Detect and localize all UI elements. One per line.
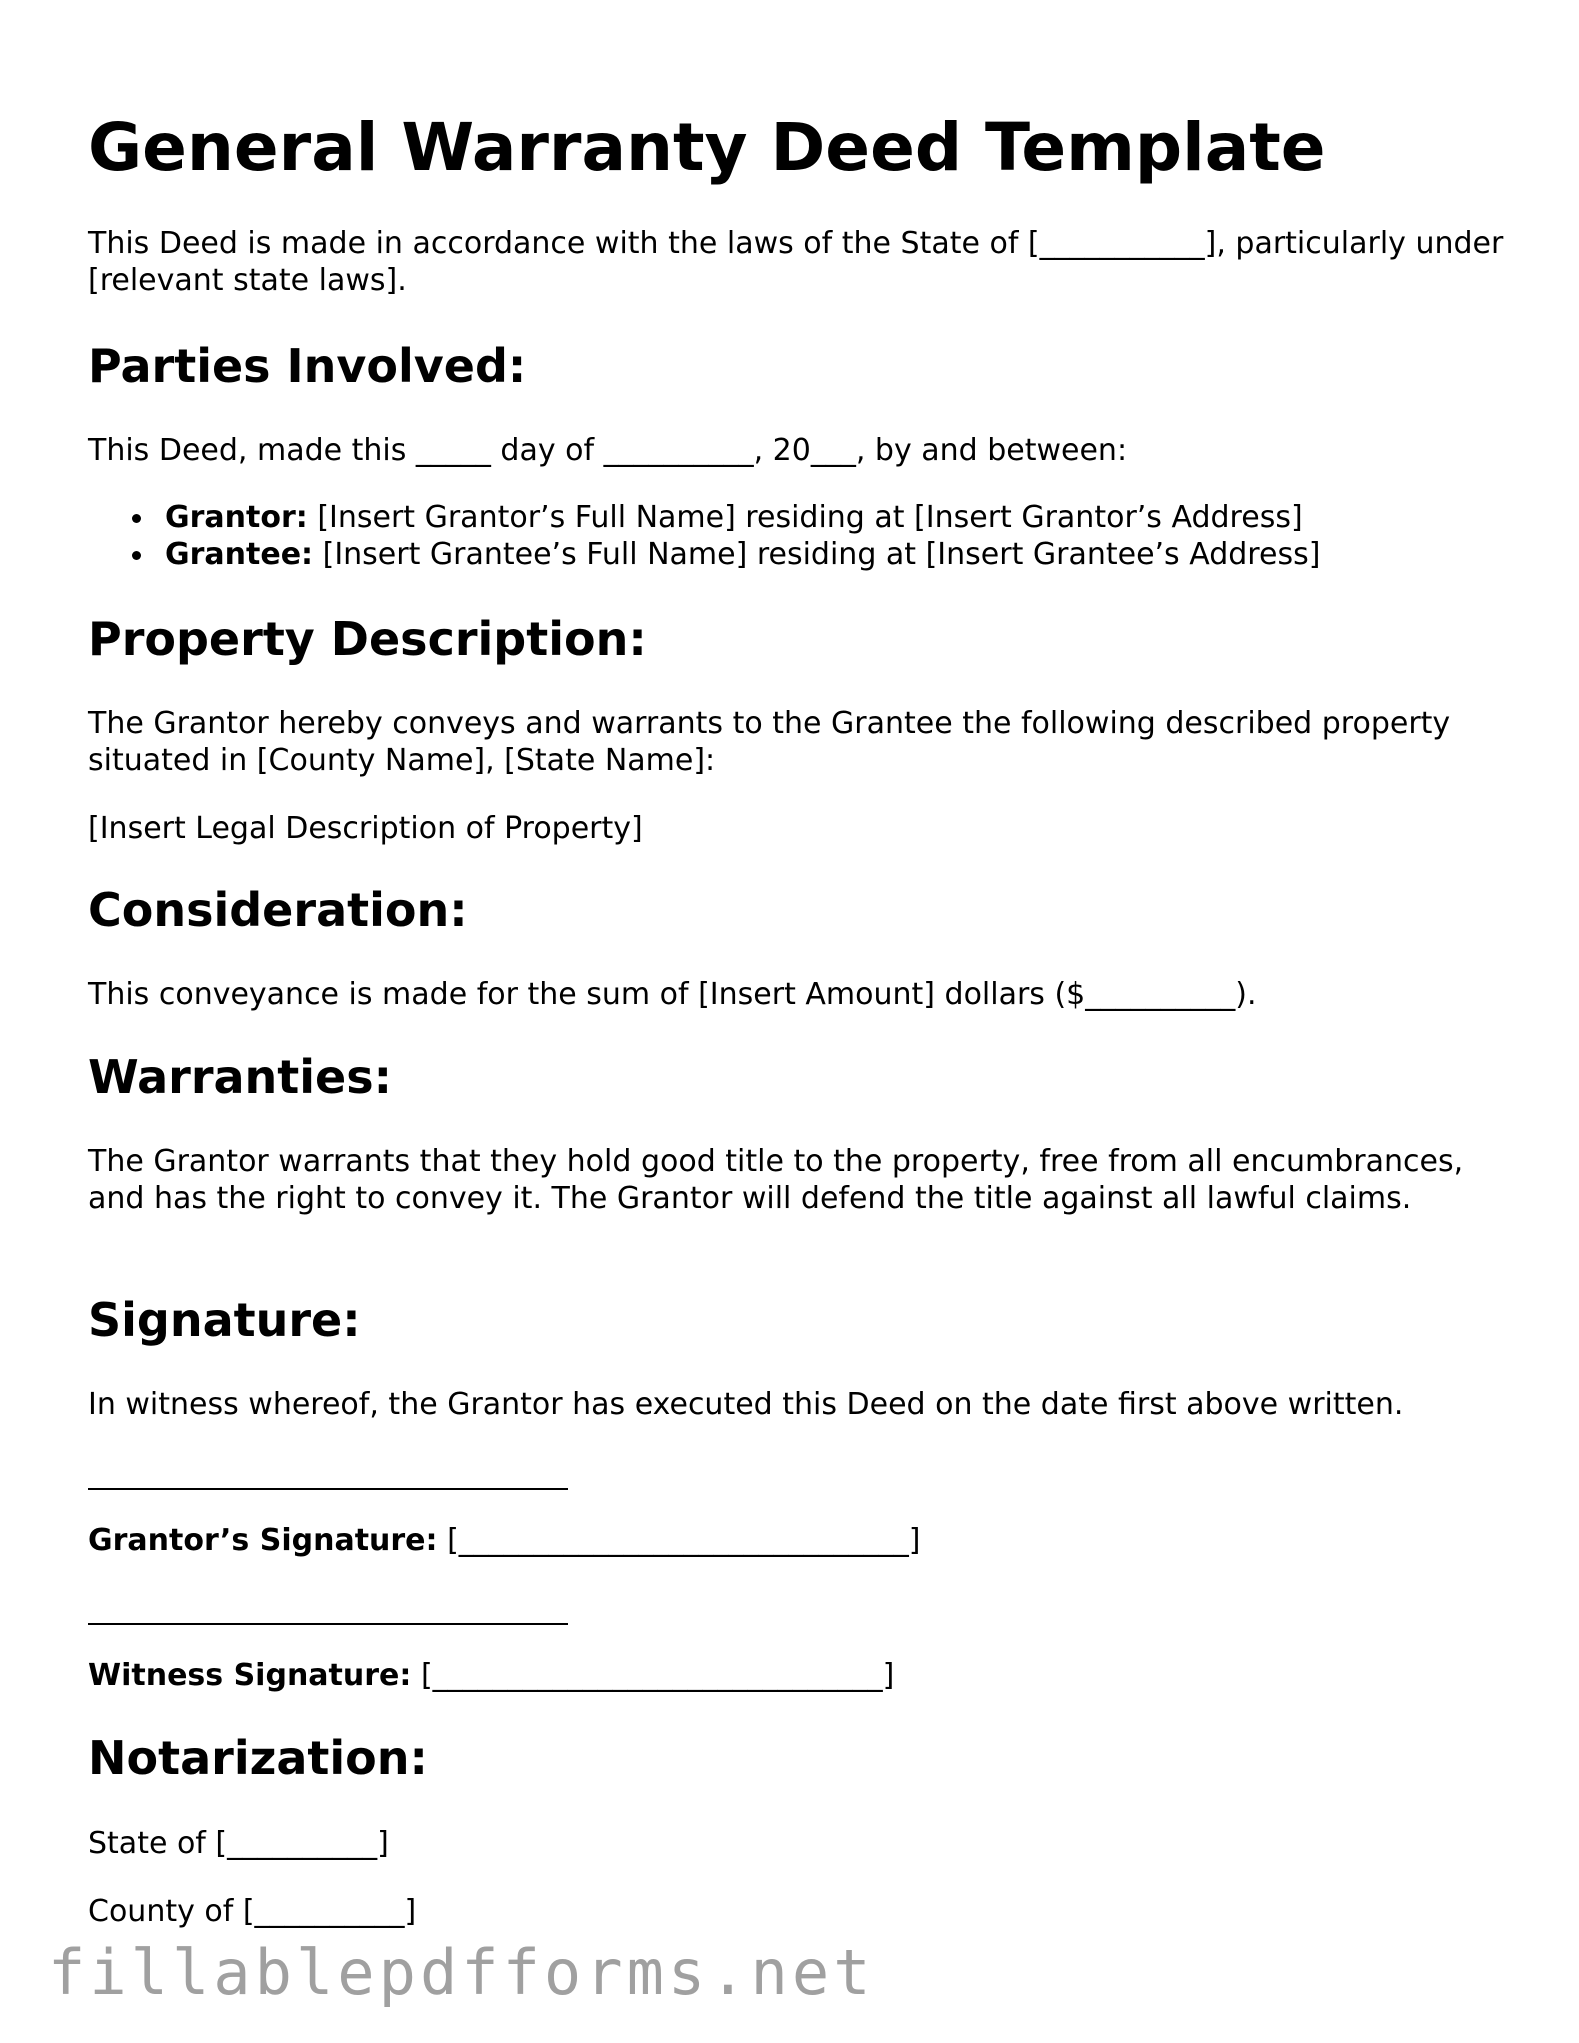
notarization-heading: Notarization: — [88, 1731, 428, 1785]
grantor-signature-blank: [______________________________] — [447, 1523, 921, 1558]
grantor-text: [Insert Grantor’s Full Name] residing at [Insert Grantor’s Address] — [317, 500, 1303, 535]
grantee-list-item — [88, 536, 1508, 573]
parties-text: This Deed, made this _____ day of __________, 20___, by and between: — [88, 433, 1128, 468]
intro-paragraph: This Deed is made in accordance with the laws of the State of [___________], particularly under [relevant state laws]. — [88, 226, 1504, 298]
property-heading: Property Description: — [88, 612, 647, 666]
notary-county: County of [__________] — [88, 1894, 417, 1929]
warranties-heading: Warranties: — [88, 1050, 393, 1104]
grantee-label: Grantee: — [165, 537, 314, 572]
grantee-text: [Insert Grantee’s Full Name] residing at [Insert Grantee’s Address] — [322, 537, 1321, 572]
witness-signature-row — [88, 1657, 1508, 1694]
grantor-signature-label: Grantor’s Signature: — [88, 1523, 438, 1558]
grantor-signature-row — [88, 1522, 1508, 1559]
grantor-list-item — [88, 499, 1508, 536]
grantor-label: Grantor: — [165, 500, 308, 535]
signature-heading: Signature: — [88, 1293, 361, 1347]
bullet-icon — [132, 514, 141, 523]
parties-list — [88, 499, 1508, 573]
signature-text: In witness whereof, the Grantor has executed this Deed on the date first above written. — [88, 1387, 1404, 1422]
bullet-icon — [132, 551, 141, 560]
witness-signature-blank: [______________________________] — [420, 1658, 895, 1693]
consideration-heading: Consideration: — [88, 883, 468, 937]
watermark: fillablepdfforms.net — [48, 1936, 875, 2009]
consideration-text: This conveyance is made for the sum of [Insert Amount] dollars ($__________). — [88, 977, 1257, 1012]
property-text: The Grantor hereby conveys and warrants to the Grantee the following described property situated in [County Name], [State Name]: — [88, 706, 1451, 778]
document-title: General Warranty Deed Template — [88, 109, 1326, 186]
warranties-text: The Grantor warrants that they hold good title to the property, free from all encumbrances, and has the right to convey it. The Grantor will defend the title against all lawful claims. — [88, 1144, 1464, 1216]
witness-signature-line — [88, 1623, 568, 1625]
parties-heading: Parties Involved: — [88, 339, 527, 393]
witness-signature-label: Witness Signature: — [88, 1658, 412, 1693]
notary-state: State of [__________] — [88, 1826, 389, 1861]
grantor-signature-line — [88, 1488, 568, 1490]
property-legal-description: [Insert Legal Description of Property] — [88, 811, 643, 846]
